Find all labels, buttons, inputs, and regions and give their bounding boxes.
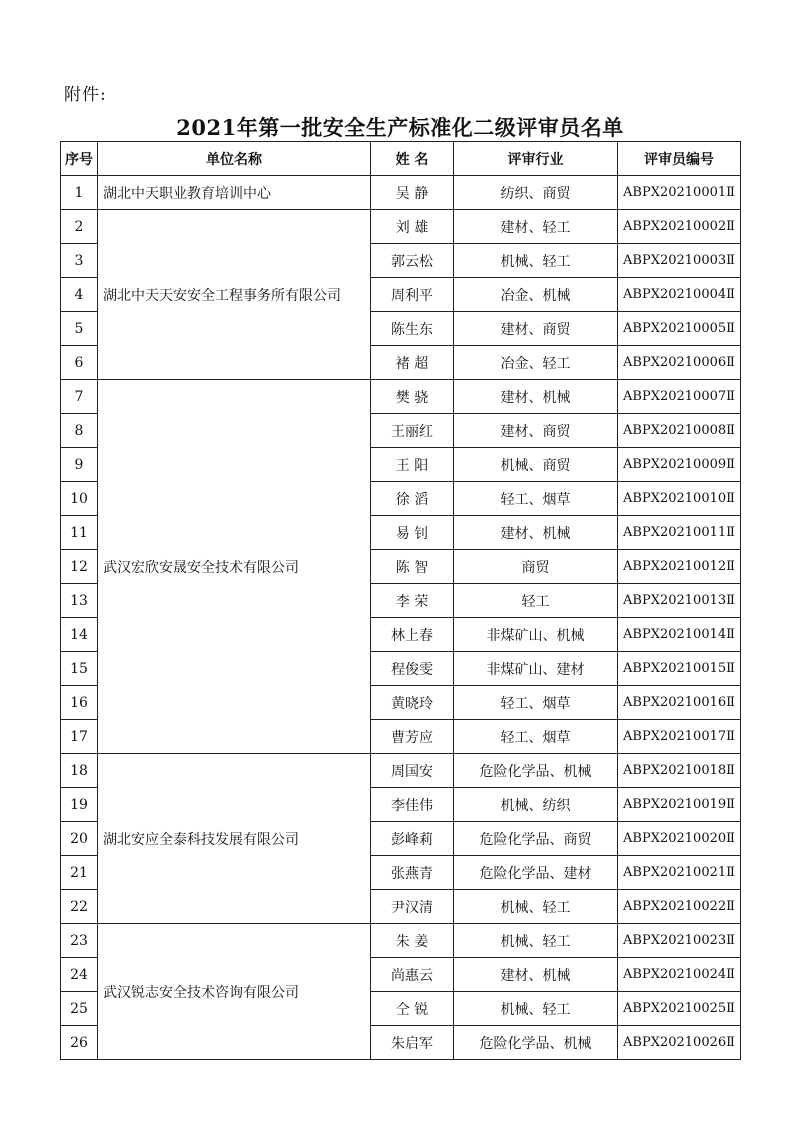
person-name-cell: 李佳伟 — [371, 788, 454, 822]
review-industry-cell: 冶金、机械 — [454, 278, 618, 312]
page-title: 2021年第一批安全生产标准化二级评审员名单 — [176, 115, 624, 140]
reviewer-code-cell: ABPX20210023Ⅱ — [618, 924, 741, 958]
person-name-cell: 张燕青 — [371, 856, 454, 890]
person-name-cell: 程俊雯 — [371, 652, 454, 686]
review-industry-cell: 建材、机械 — [454, 380, 618, 414]
serial-number-cell: 12 — [61, 550, 98, 584]
reviewer-code-cell: ABPX20210024Ⅱ — [618, 958, 741, 992]
person-name-cell: 尹汉清 — [371, 890, 454, 924]
reviewer-code-cell: ABPX20210002Ⅱ — [618, 210, 741, 244]
reviewer-code-cell: ABPX20210011Ⅱ — [618, 516, 741, 550]
reviewer-code-cell: ABPX20210010Ⅱ — [618, 482, 741, 516]
person-name-cell: 朱 姜 — [371, 924, 454, 958]
reviewer-code-cell: ABPX20210026Ⅱ — [618, 1026, 741, 1060]
serial-number-cell: 8 — [61, 414, 98, 448]
reviewer-code-cell: ABPX20210012Ⅱ — [618, 550, 741, 584]
reviewer-code-cell: ABPX20210021Ⅱ — [618, 856, 741, 890]
person-name-cell: 彭峰莉 — [371, 822, 454, 856]
serial-number-cell: 7 — [61, 380, 98, 414]
person-name-cell: 易 钊 — [371, 516, 454, 550]
attachment-label: 附件: — [64, 85, 107, 105]
reviewer-code-cell: ABPX20210003Ⅱ — [618, 244, 741, 278]
reviewer-code-cell: ABPX20210016Ⅱ — [618, 686, 741, 720]
reviewer-code-cell: ABPX20210019Ⅱ — [618, 788, 741, 822]
serial-number-cell: 1 — [61, 176, 98, 210]
review-industry-cell: 冶金、轻工 — [454, 346, 618, 380]
reviewer-code-cell: ABPX20210007Ⅱ — [618, 380, 741, 414]
table-row — [61, 754, 741, 788]
person-name-cell: 王 阳 — [371, 448, 454, 482]
review-industry-cell: 机械、商贸 — [454, 448, 618, 482]
person-name-cell: 李 荣 — [371, 584, 454, 618]
person-name-cell: 林上春 — [371, 618, 454, 652]
serial-number-cell: 4 — [61, 278, 98, 312]
review-industry-cell: 轻工、烟草 — [454, 720, 618, 754]
review-industry-cell: 轻工、烟草 — [454, 686, 618, 720]
serial-number-cell: 16 — [61, 686, 98, 720]
person-name-cell: 刘 雄 — [371, 210, 454, 244]
table-row — [61, 176, 741, 210]
reviewer-table — [60, 141, 741, 1060]
reviewer-code-cell: ABPX20210017Ⅱ — [618, 720, 741, 754]
person-name-cell: 朱启军 — [371, 1026, 454, 1060]
person-name-cell: 陈 智 — [371, 550, 454, 584]
review-industry-cell: 危险化学品、商贸 — [454, 822, 618, 856]
serial-number-cell: 19 — [61, 788, 98, 822]
person-name-cell: 黄晓玲 — [371, 686, 454, 720]
review-industry-cell: 建材、机械 — [454, 958, 618, 992]
person-name-cell: 仝 锐 — [371, 992, 454, 1026]
review-industry-cell: 机械、轻工 — [454, 244, 618, 278]
person-name-cell: 陈生东 — [371, 312, 454, 346]
reviewer-code-cell: ABPX20210001Ⅱ — [618, 176, 741, 210]
review-industry-cell: 危险化学品、建材 — [454, 856, 618, 890]
review-industry-cell: 轻工 — [454, 584, 618, 618]
reviewer-code-cell: ABPX20210004Ⅱ — [618, 278, 741, 312]
serial-number-cell: 21 — [61, 856, 98, 890]
person-name-cell: 樊 骁 — [371, 380, 454, 414]
person-name-cell: 王丽红 — [371, 414, 454, 448]
serial-number-cell: 10 — [61, 482, 98, 516]
person-name-cell: 周利平 — [371, 278, 454, 312]
person-name-cell: 郭云松 — [371, 244, 454, 278]
header-person-name: 姓 名 — [371, 142, 454, 176]
serial-number-cell: 24 — [61, 958, 98, 992]
unit-name-cell: 武汉宏欣安晟安全技术有限公司 — [98, 380, 371, 754]
serial-number-cell: 11 — [61, 516, 98, 550]
person-name-cell: 周国安 — [371, 754, 454, 788]
serial-number-cell: 23 — [61, 924, 98, 958]
reviewer-code-cell: ABPX20210005Ⅱ — [618, 312, 741, 346]
reviewer-code-cell: ABPX20210020Ⅱ — [618, 822, 741, 856]
header-review-industry: 评审行业 — [454, 142, 618, 176]
reviewer-code-cell: ABPX20210014Ⅱ — [618, 618, 741, 652]
review-industry-cell: 危险化学品、机械 — [454, 1026, 618, 1060]
reviewer-code-cell: ABPX20210018Ⅱ — [618, 754, 741, 788]
serial-number-cell: 13 — [61, 584, 98, 618]
serial-number-cell: 2 — [61, 210, 98, 244]
serial-number-cell: 5 — [61, 312, 98, 346]
table-header-row — [61, 142, 741, 176]
table-body — [61, 176, 741, 1060]
reviewer-code-cell: ABPX20210009Ⅱ — [618, 448, 741, 482]
person-name-cell: 尚惠云 — [371, 958, 454, 992]
reviewer-code-cell: ABPX20210006Ⅱ — [618, 346, 741, 380]
review-industry-cell: 商贸 — [454, 550, 618, 584]
reviewer-code-cell: ABPX20210022Ⅱ — [618, 890, 741, 924]
unit-name-cell: 湖北安应全泰科技发展有限公司 — [98, 754, 371, 924]
person-name-cell: 徐 滔 — [371, 482, 454, 516]
unit-name-cell: 湖北中天天安安全工程事务所有限公司 — [98, 210, 371, 380]
header-serial-number: 序号 — [61, 142, 98, 176]
person-name-cell: 吴 静 — [371, 176, 454, 210]
reviewer-code-cell: ABPX20210025Ⅱ — [618, 992, 741, 1026]
person-name-cell: 褚 超 — [371, 346, 454, 380]
review-industry-cell: 机械、轻工 — [454, 924, 618, 958]
serial-number-cell: 22 — [61, 890, 98, 924]
review-industry-cell: 建材、机械 — [454, 516, 618, 550]
unit-name-cell: 武汉锐志安全技术咨询有限公司 — [98, 924, 371, 1060]
review-industry-cell: 纺织、商贸 — [454, 176, 618, 210]
review-industry-cell: 机械、纺织 — [454, 788, 618, 822]
review-industry-cell: 非煤矿山、机械 — [454, 618, 618, 652]
review-industry-cell: 建材、轻工 — [454, 210, 618, 244]
reviewer-code-cell: ABPX20210015Ⅱ — [618, 652, 741, 686]
serial-number-cell: 3 — [61, 244, 98, 278]
serial-number-cell: 18 — [61, 754, 98, 788]
review-industry-cell: 危险化学品、机械 — [454, 754, 618, 788]
header-unit-name: 单位名称 — [98, 142, 371, 176]
serial-number-cell: 15 — [61, 652, 98, 686]
review-industry-cell: 机械、轻工 — [454, 890, 618, 924]
serial-number-cell: 17 — [61, 720, 98, 754]
review-industry-cell: 机械、轻工 — [454, 992, 618, 1026]
review-industry-cell: 建材、商贸 — [454, 414, 618, 448]
serial-number-cell: 20 — [61, 822, 98, 856]
serial-number-cell: 9 — [61, 448, 98, 482]
review-industry-cell: 建材、商贸 — [454, 312, 618, 346]
person-name-cell: 曹芳应 — [371, 720, 454, 754]
table-row — [61, 380, 741, 414]
unit-name-cell: 湖北中天职业教育培训中心 — [98, 176, 371, 210]
reviewer-code-cell: ABPX20210008Ⅱ — [618, 414, 741, 448]
review-industry-cell: 轻工、烟草 — [454, 482, 618, 516]
table-row — [61, 210, 741, 244]
serial-number-cell: 26 — [61, 1026, 98, 1060]
reviewer-code-cell: ABPX20210013Ⅱ — [618, 584, 741, 618]
serial-number-cell: 6 — [61, 346, 98, 380]
review-industry-cell: 非煤矿山、建材 — [454, 652, 618, 686]
serial-number-cell: 14 — [61, 618, 98, 652]
table-row — [61, 924, 741, 958]
serial-number-cell: 25 — [61, 992, 98, 1026]
header-reviewer-code: 评审员编号 — [618, 142, 741, 176]
